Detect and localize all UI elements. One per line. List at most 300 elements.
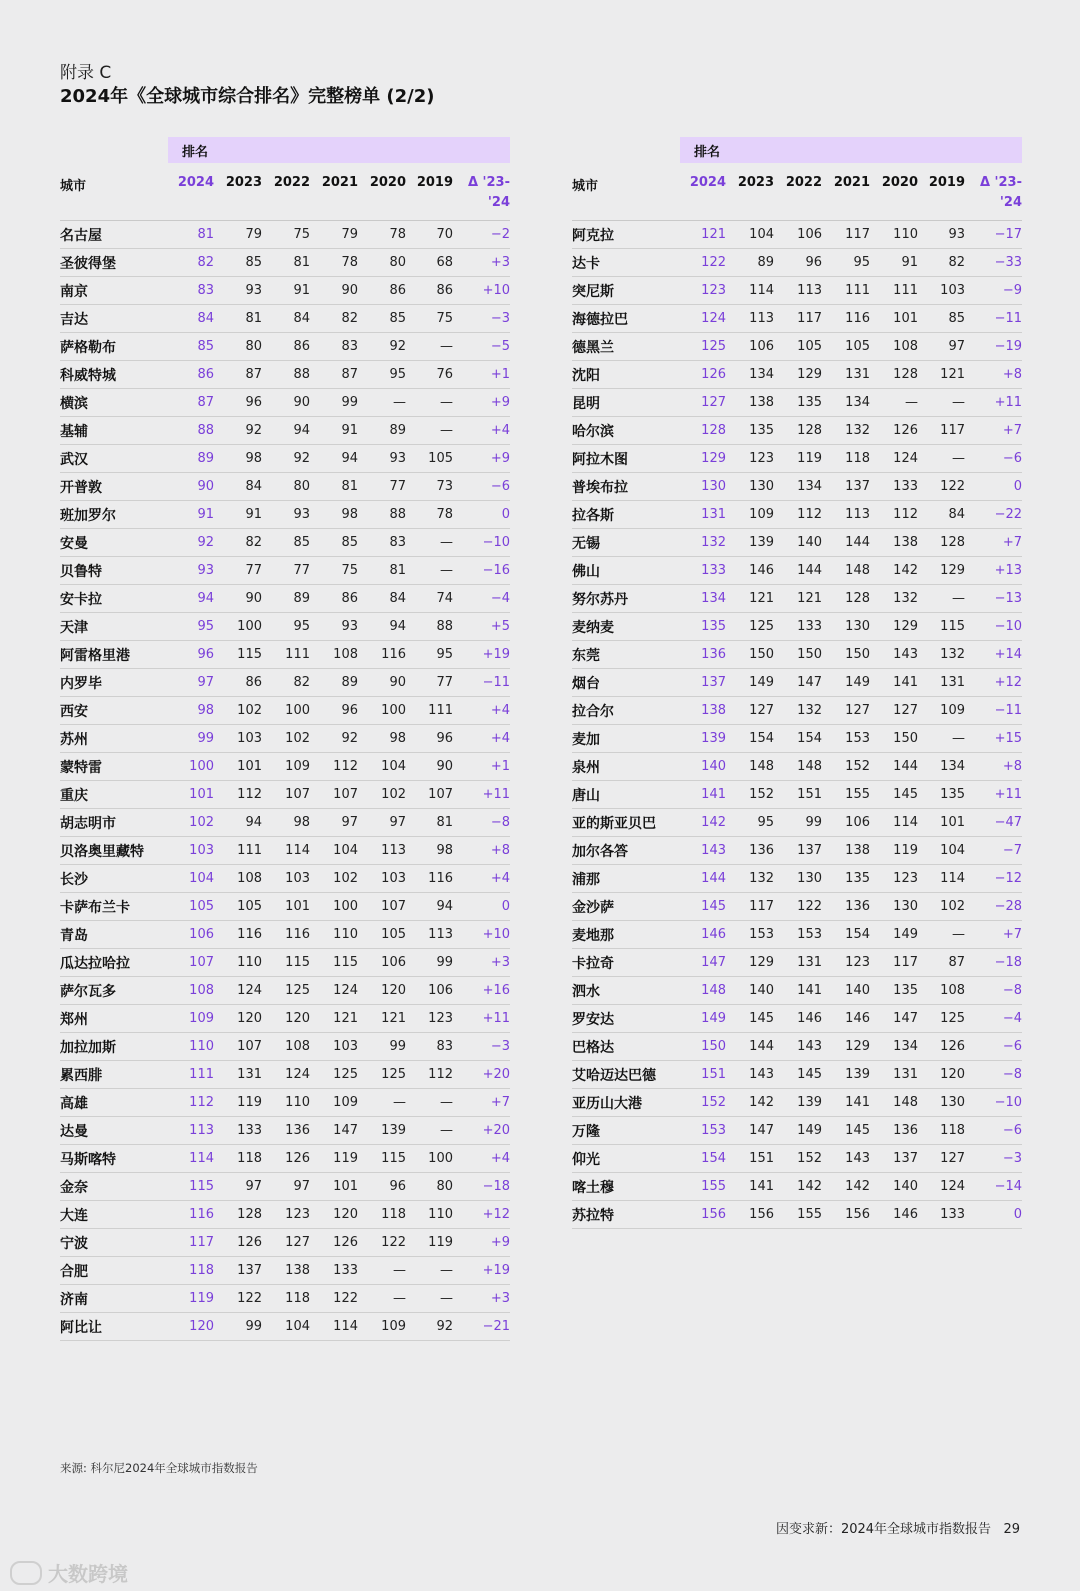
table-row [572, 249, 1022, 277]
rank-2022-cell: 100 [262, 697, 310, 725]
rank-2021-cell: 144 [822, 529, 870, 557]
rank-2021-cell: 99 [310, 389, 358, 417]
rank-2022-cell: 122 [774, 893, 822, 921]
rank-2019-cell: 82 [918, 249, 965, 277]
rank-2022-cell: 128 [774, 417, 822, 445]
rank-2024-cell: 105 [168, 893, 214, 921]
rank-2019-cell: — [918, 921, 965, 949]
column-header-2023: 2023 [726, 171, 774, 221]
rank-2023-cell: 147 [726, 1117, 774, 1145]
rank-2023-cell: 133 [214, 1117, 262, 1145]
table-row [60, 753, 510, 781]
rank-2024-cell: 156 [680, 1201, 726, 1229]
rank-2019-cell: 118 [918, 1117, 965, 1145]
rank-2021-cell: 126 [310, 1229, 358, 1257]
rank-2022-cell: 110 [262, 1089, 310, 1117]
rank-2023-cell: 121 [726, 585, 774, 613]
city-cell: 阿雷格里港 [60, 641, 168, 669]
rank-2024-cell: 124 [680, 305, 726, 333]
rank-2022-cell: 109 [262, 753, 310, 781]
column-header-2019: 2019 [406, 171, 453, 221]
column-header-city: 城市 [60, 171, 168, 221]
rank-2020-cell: 143 [870, 641, 918, 669]
rank-2023-cell: 103 [214, 725, 262, 753]
rank-2024-cell: 87 [168, 389, 214, 417]
rank-2023-cell: 112 [214, 781, 262, 809]
rank-2023-cell: 138 [726, 389, 774, 417]
rank-2022-cell: 89 [262, 585, 310, 613]
rank-2020-cell: 84 [358, 585, 406, 613]
rank-2019-cell: 111 [406, 697, 453, 725]
table-row [572, 529, 1022, 557]
rank-2022-cell: 116 [262, 921, 310, 949]
delta-cell: +20 [453, 1061, 510, 1089]
column-header-2023: 2023 [214, 171, 262, 221]
rank-2022-cell: 114 [262, 837, 310, 865]
city-cell: 马斯喀特 [60, 1145, 168, 1173]
table-row [60, 641, 510, 669]
rank-group-label: 排名 [694, 145, 721, 160]
delta-cell: +15 [965, 725, 1022, 753]
delta-cell: +14 [965, 641, 1022, 669]
delta-cell: −19 [965, 333, 1022, 361]
table-row [60, 557, 510, 585]
rank-2021-cell: 95 [822, 249, 870, 277]
rank-2021-cell: 118 [822, 445, 870, 473]
rank-2022-cell: 107 [262, 781, 310, 809]
rank-2021-cell: 125 [310, 1061, 358, 1089]
rank-2022-cell: 121 [774, 585, 822, 613]
rank-2022-cell: 112 [774, 501, 822, 529]
rank-2022-cell: 142 [774, 1173, 822, 1201]
table-row [60, 305, 510, 333]
rank-2019-cell: 95 [406, 641, 453, 669]
rank-2023-cell: 114 [726, 277, 774, 305]
rank-2019-cell: 80 [406, 1173, 453, 1201]
rank-2019-cell: 121 [918, 361, 965, 389]
rank-2020-cell: 111 [870, 277, 918, 305]
rank-2024-cell: 93 [168, 557, 214, 585]
rank-2020-cell: 90 [358, 669, 406, 697]
rank-2019-cell: 115 [918, 613, 965, 641]
rank-2022-cell: 146 [774, 1005, 822, 1033]
rank-2022-cell: 120 [262, 1005, 310, 1033]
rank-2024-cell: 107 [168, 949, 214, 977]
delta-cell: −11 [453, 669, 510, 697]
rank-2023-cell: 84 [214, 473, 262, 501]
rank-2022-cell: 85 [262, 529, 310, 557]
city-cell: 开普敦 [60, 473, 168, 501]
city-cell: 西安 [60, 697, 168, 725]
delta-cell: +4 [453, 1145, 510, 1173]
rank-2021-cell: 98 [310, 501, 358, 529]
delta-cell: −8 [453, 809, 510, 837]
table-row [60, 333, 510, 361]
city-cell: 卡萨布兰卡 [60, 893, 168, 921]
rank-2023-cell: 86 [214, 669, 262, 697]
rank-2022-cell: 75 [262, 221, 310, 249]
rank-2019-cell: 96 [406, 725, 453, 753]
rank-2023-cell: 153 [726, 921, 774, 949]
rank-2019-cell: 93 [918, 221, 965, 249]
delta-cell: +8 [453, 837, 510, 865]
rank-2021-cell: 119 [310, 1145, 358, 1173]
rank-2020-cell: 77 [358, 473, 406, 501]
rank-2021-cell: 146 [822, 1005, 870, 1033]
rank-2020-cell: 102 [358, 781, 406, 809]
rank-2021-cell: 104 [310, 837, 358, 865]
rank-2021-cell: 110 [310, 921, 358, 949]
rank-2023-cell: 115 [214, 641, 262, 669]
delta-cell: +4 [453, 697, 510, 725]
rank-2023-cell: 102 [214, 697, 262, 725]
rank-2022-cell: 117 [774, 305, 822, 333]
rank-2023-cell: 134 [726, 361, 774, 389]
rank-2024-cell: 117 [168, 1229, 214, 1257]
rank-2019-cell: — [406, 557, 453, 585]
city-cell: 巴格达 [572, 1033, 680, 1061]
rank-2023-cell: 77 [214, 557, 262, 585]
rank-2022-cell: 134 [774, 473, 822, 501]
table-row [572, 389, 1022, 417]
rank-2022-cell: 123 [262, 1201, 310, 1229]
delta-cell: +11 [453, 1005, 510, 1033]
table-row [572, 473, 1022, 501]
rank-2024-cell: 106 [168, 921, 214, 949]
rank-2021-cell: 81 [310, 473, 358, 501]
rank-2022-cell: 127 [262, 1229, 310, 1257]
rank-2021-cell: 101 [310, 1173, 358, 1201]
rank-2020-cell: 114 [870, 809, 918, 837]
rank-2024-cell: 155 [680, 1173, 726, 1201]
rank-2021-cell: 142 [822, 1173, 870, 1201]
rank-2023-cell: 130 [726, 473, 774, 501]
rank-2020-cell: 145 [870, 781, 918, 809]
rank-2019-cell: 106 [406, 977, 453, 1005]
table-row [572, 445, 1022, 473]
rank-2021-cell: 83 [310, 333, 358, 361]
rank-2021-cell: 135 [822, 865, 870, 893]
rank-2022-cell: 139 [774, 1089, 822, 1117]
rank-2024-cell: 91 [168, 501, 214, 529]
rank-2024-cell: 92 [168, 529, 214, 557]
rank-2020-cell: 110 [870, 221, 918, 249]
table-row [60, 1117, 510, 1145]
rank-2024-cell: 125 [680, 333, 726, 361]
rank-2020-cell: 81 [358, 557, 406, 585]
rank-2020-cell: 109 [358, 1313, 406, 1341]
rank-2019-cell: 74 [406, 585, 453, 613]
rank-2021-cell: 79 [310, 221, 358, 249]
rank-2019-cell: 132 [918, 641, 965, 669]
rank-2022-cell: 144 [774, 557, 822, 585]
city-cell: 达卡 [572, 249, 680, 277]
city-cell: 加尔各答 [572, 837, 680, 865]
rank-2023-cell: 117 [726, 893, 774, 921]
city-cell: 哈尔滨 [572, 417, 680, 445]
rank-2021-cell: 103 [310, 1033, 358, 1061]
rank-2023-cell: 81 [214, 305, 262, 333]
delta-cell: 0 [965, 1201, 1022, 1229]
delta-cell: +20 [453, 1117, 510, 1145]
rank-2023-cell: 126 [214, 1229, 262, 1257]
rank-2023-cell: 101 [214, 753, 262, 781]
rank-2021-cell: 137 [822, 473, 870, 501]
rank-2024-cell: 100 [168, 753, 214, 781]
rank-2022-cell: 80 [262, 473, 310, 501]
table-row [572, 557, 1022, 585]
rank-2020-cell: 123 [870, 865, 918, 893]
rank-2020-cell: 134 [870, 1033, 918, 1061]
rank-2024-cell: 139 [680, 725, 726, 753]
rank-2024-cell: 127 [680, 389, 726, 417]
rank-2023-cell: 108 [214, 865, 262, 893]
rank-2019-cell: 113 [406, 921, 453, 949]
rank-2019-cell: — [406, 417, 453, 445]
rank-2024-cell: 131 [680, 501, 726, 529]
rank-2023-cell: 79 [214, 221, 262, 249]
column-header-2019: 2019 [918, 171, 965, 221]
rank-2022-cell: 137 [774, 837, 822, 865]
delta-cell: −22 [965, 501, 1022, 529]
rank-2024-cell: 95 [168, 613, 214, 641]
table-row [572, 1033, 1022, 1061]
rank-2021-cell: 145 [822, 1117, 870, 1145]
rank-2024-cell: 98 [168, 697, 214, 725]
rank-2023-cell: 145 [726, 1005, 774, 1033]
rank-2023-cell: 120 [214, 1005, 262, 1033]
rank-2020-cell: 128 [870, 361, 918, 389]
rank-2022-cell: 93 [262, 501, 310, 529]
city-cell: 烟台 [572, 669, 680, 697]
rank-2020-cell: 100 [358, 697, 406, 725]
rank-group-label: 排名 [182, 145, 209, 160]
delta-cell: +9 [453, 389, 510, 417]
city-cell: 麦地那 [572, 921, 680, 949]
rank-2024-cell: 113 [168, 1117, 214, 1145]
rank-2024-cell: 99 [168, 725, 214, 753]
table-row [572, 501, 1022, 529]
rank-2022-cell: 104 [262, 1313, 310, 1341]
city-cell: 突尼斯 [572, 277, 680, 305]
rank-2024-cell: 115 [168, 1173, 214, 1201]
rank-2023-cell: 132 [726, 865, 774, 893]
rank-2023-cell: 107 [214, 1033, 262, 1061]
rank-2024-cell: 126 [680, 361, 726, 389]
rank-2019-cell: 125 [918, 1005, 965, 1033]
rank-2023-cell: 140 [726, 977, 774, 1005]
rank-2023-cell: 141 [726, 1173, 774, 1201]
table-row [60, 1145, 510, 1173]
rank-2019-cell: 100 [406, 1145, 453, 1173]
city-cell: 拉各斯 [572, 501, 680, 529]
delta-cell: +4 [453, 865, 510, 893]
rank-2022-cell: 130 [774, 865, 822, 893]
table-row [572, 1005, 1022, 1033]
rank-2023-cell: 144 [726, 1033, 774, 1061]
rank-2019-cell: 92 [406, 1313, 453, 1341]
delta-cell: +1 [453, 361, 510, 389]
city-cell: 金沙萨 [572, 893, 680, 921]
rank-2020-cell: 121 [358, 1005, 406, 1033]
delta-cell: −3 [965, 1145, 1022, 1173]
rank-2023-cell: 142 [726, 1089, 774, 1117]
table-row [60, 1005, 510, 1033]
city-cell: 青岛 [60, 921, 168, 949]
rank-2019-cell: 129 [918, 557, 965, 585]
rank-2020-cell: 125 [358, 1061, 406, 1089]
rank-2024-cell: 81 [168, 221, 214, 249]
delta-cell: −12 [965, 865, 1022, 893]
delta-cell: −14 [965, 1173, 1022, 1201]
rank-2023-cell: 136 [726, 837, 774, 865]
table-row [572, 1145, 1022, 1173]
rank-2023-cell: 150 [726, 641, 774, 669]
rank-2021-cell: 140 [822, 977, 870, 1005]
rank-2024-cell: 97 [168, 669, 214, 697]
rank-2022-cell: 152 [774, 1145, 822, 1173]
rank-2022-cell: 96 [774, 249, 822, 277]
delta-cell: 0 [453, 501, 510, 529]
rank-2021-cell: 122 [310, 1285, 358, 1313]
rank-2021-cell: 147 [310, 1117, 358, 1145]
rank-2020-cell: 136 [870, 1117, 918, 1145]
city-cell: 蒙特雷 [60, 753, 168, 781]
rank-2023-cell: 154 [726, 725, 774, 753]
rank-2020-cell: 120 [358, 977, 406, 1005]
rank-2024-cell: 122 [680, 249, 726, 277]
table-row [60, 865, 510, 893]
table-row [572, 669, 1022, 697]
rank-2019-cell: 127 [918, 1145, 965, 1173]
rank-2020-cell: 135 [870, 977, 918, 1005]
rank-2023-cell: 118 [214, 1145, 262, 1173]
rank-2021-cell: 89 [310, 669, 358, 697]
rank-2020-cell: — [358, 1285, 406, 1313]
rank-2019-cell: 81 [406, 809, 453, 837]
rank-2021-cell: 111 [822, 277, 870, 305]
rank-2021-cell: 91 [310, 417, 358, 445]
table-row [60, 949, 510, 977]
rank-2019-cell: — [918, 585, 965, 613]
delta-cell: −21 [453, 1313, 510, 1341]
rank-2023-cell: 128 [214, 1201, 262, 1229]
city-cell: 加拉加斯 [60, 1033, 168, 1061]
city-cell: 高雄 [60, 1089, 168, 1117]
rank-2021-cell: 134 [822, 389, 870, 417]
delta-cell: 0 [965, 473, 1022, 501]
rank-2019-cell: — [406, 529, 453, 557]
city-cell: 达曼 [60, 1117, 168, 1145]
rank-2021-cell: 127 [822, 697, 870, 725]
delta-header-line2: '24 [999, 195, 1022, 210]
rank-2020-cell: — [870, 389, 918, 417]
rank-2020-cell: 147 [870, 1005, 918, 1033]
column-header-2024: 2024 [680, 171, 726, 221]
rank-2020-cell: 108 [870, 333, 918, 361]
table-row [572, 1173, 1022, 1201]
rank-2019-cell: 85 [918, 305, 965, 333]
rank-2024-cell: 146 [680, 921, 726, 949]
table-row [572, 725, 1022, 753]
city-cell: 武汉 [60, 445, 168, 473]
column-header-2021: 2021 [822, 171, 870, 221]
delta-cell: −8 [965, 1061, 1022, 1089]
city-cell: 济南 [60, 1285, 168, 1313]
table-row [60, 725, 510, 753]
rank-2024-cell: 119 [168, 1285, 214, 1313]
rank-2024-cell: 143 [680, 837, 726, 865]
rank-2024-cell: 149 [680, 1005, 726, 1033]
rank-2021-cell: 109 [310, 1089, 358, 1117]
city-cell: 阿比让 [60, 1313, 168, 1341]
table-row [572, 585, 1022, 613]
rank-2024-cell: 132 [680, 529, 726, 557]
rank-2020-cell: 139 [358, 1117, 406, 1145]
rank-2022-cell: 82 [262, 669, 310, 697]
city-cell: 合肥 [60, 1257, 168, 1285]
rank-2020-cell: 89 [358, 417, 406, 445]
rank-2019-cell: 88 [406, 613, 453, 641]
rank-2023-cell: 110 [214, 949, 262, 977]
delta-cell: +13 [965, 557, 1022, 585]
rank-2023-cell: 90 [214, 585, 262, 613]
rank-2021-cell: 148 [822, 557, 870, 585]
rank-2019-cell: 120 [918, 1061, 965, 1089]
table-row [572, 921, 1022, 949]
rank-2024-cell: 110 [168, 1033, 214, 1061]
rank-2023-cell: 93 [214, 277, 262, 305]
rank-2024-cell: 103 [168, 837, 214, 865]
rank-2021-cell: 150 [822, 641, 870, 669]
column-header-city: 城市 [572, 171, 680, 221]
rank-2019-cell: 77 [406, 669, 453, 697]
rank-2019-cell: 124 [918, 1173, 965, 1201]
delta-cell: −13 [965, 585, 1022, 613]
rank-2021-cell: 153 [822, 725, 870, 753]
rank-2021-cell: 129 [822, 1033, 870, 1061]
rank-2021-cell: 133 [310, 1257, 358, 1285]
rank-2019-cell: 73 [406, 473, 453, 501]
rank-2024-cell: 147 [680, 949, 726, 977]
rank-2023-cell: 95 [726, 809, 774, 837]
rank-2020-cell: 140 [870, 1173, 918, 1201]
city-cell: 罗安达 [572, 1005, 680, 1033]
column-header-2020: 2020 [358, 171, 406, 221]
rank-2020-cell: 91 [870, 249, 918, 277]
rank-2023-cell: 139 [726, 529, 774, 557]
table-row [572, 753, 1022, 781]
rank-2021-cell: 90 [310, 277, 358, 305]
rank-2020-cell: 116 [358, 641, 406, 669]
rank-2019-cell: 86 [406, 277, 453, 305]
rank-2021-cell: 123 [822, 949, 870, 977]
rank-2021-cell: 128 [822, 585, 870, 613]
rank-2020-cell: 98 [358, 725, 406, 753]
rank-2019-cell: 122 [918, 473, 965, 501]
rank-2021-cell: 106 [822, 809, 870, 837]
rank-2019-cell: — [406, 1089, 453, 1117]
table-row [572, 277, 1022, 305]
city-cell: 海德拉巴 [572, 305, 680, 333]
delta-cell: +12 [453, 1201, 510, 1229]
rank-2024-cell: 137 [680, 669, 726, 697]
rank-2022-cell: 106 [774, 221, 822, 249]
rank-2023-cell: 135 [726, 417, 774, 445]
rank-2024-cell: 153 [680, 1117, 726, 1145]
rank-2024-cell: 85 [168, 333, 214, 361]
rank-2022-cell: 90 [262, 389, 310, 417]
